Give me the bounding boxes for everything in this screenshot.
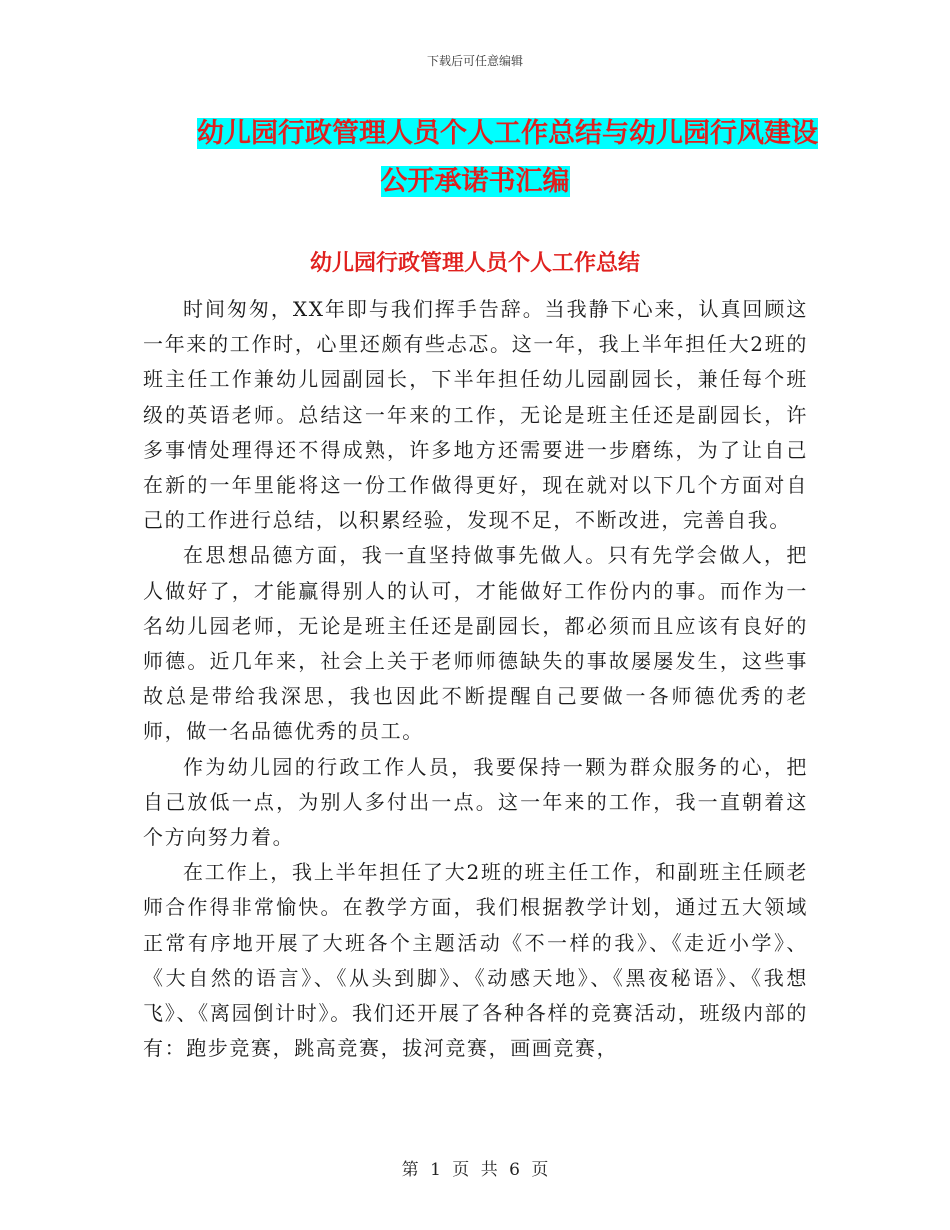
paragraph: 在思想品德方面，我一直坚持做事先做人。只有先学会做人，把人做好了，才能赢得别人的认可，才能做好工作份内的事。而作为一名幼儿园老师，无论是班主任还是副园长，都必须而且应该有良好的师德。近几年来，社会上关于老师师德缺失的事故屡屡发生，这些事故总是带给我深思，我也因此不断提醒自己要做一各师德优秀的老师，做一名品德优秀的员工。 — [143, 543, 808, 744]
paragraph: 在工作上，我上半年担任了大2班的班主任工作，和副班主任顾老师合作得非常愉快。在教学方面，我们根据教学计划，通过五大领域正常有序地开展了大班各个主题活动《不一样的我》、《走近小学》、《大自然的语言》、《从头到脚》、《动感天地》、《黑夜秘语》、《我想飞》、《离园倒计时》。我们还开展了各种各样的竞赛活动，班级内部的有：跑步竞赛，跳高竞赛，拔河竞赛，画画竞赛， — [143, 860, 808, 1061]
document-title-line-2: 公开承诺书汇编 — [380, 166, 570, 197]
body-text — [143, 292, 808, 1066]
header-note: 下载后可任意编辑 — [426, 54, 523, 68]
paragraph: 作为幼儿园的行政工作人员，我要保持一颗为群众服务的心，把自己放低一点，为别人多付出一点。这一年来的工作，我一直朝着这个方向努力着。 — [143, 754, 808, 850]
section-title: 幼儿园行政管理人员个人工作总结 — [309, 251, 640, 276]
document-title — [0, 110, 950, 206]
paragraph: 时间匆匆，XX年即与我们挥手告辞。当我静下心来，认真回顾这一年来的工作时，心里还颇有些忐忑。这一年，我上半年担任大2班的班主任工作兼幼儿园副园长，下半年担任幼儿园副园长，兼任每个班级的英语老师。总结这一年来的工作，无论是班主任还是副园长，许多事情处理得还不得成熟，许多地方还需要进一步磨练，为了让自己在新的一年里能将这一份工作做得更好，现在就对以下几个方面对自己的工作进行总结，以积累经验，发现不足，不断改进，完善自我。 — [143, 297, 808, 533]
document-title-line-1: 幼儿园行政管理人员个人工作总结与幼儿园行风建设 — [197, 118, 818, 149]
page-footer: 第 1 页 共 6 页 — [401, 1160, 549, 1180]
